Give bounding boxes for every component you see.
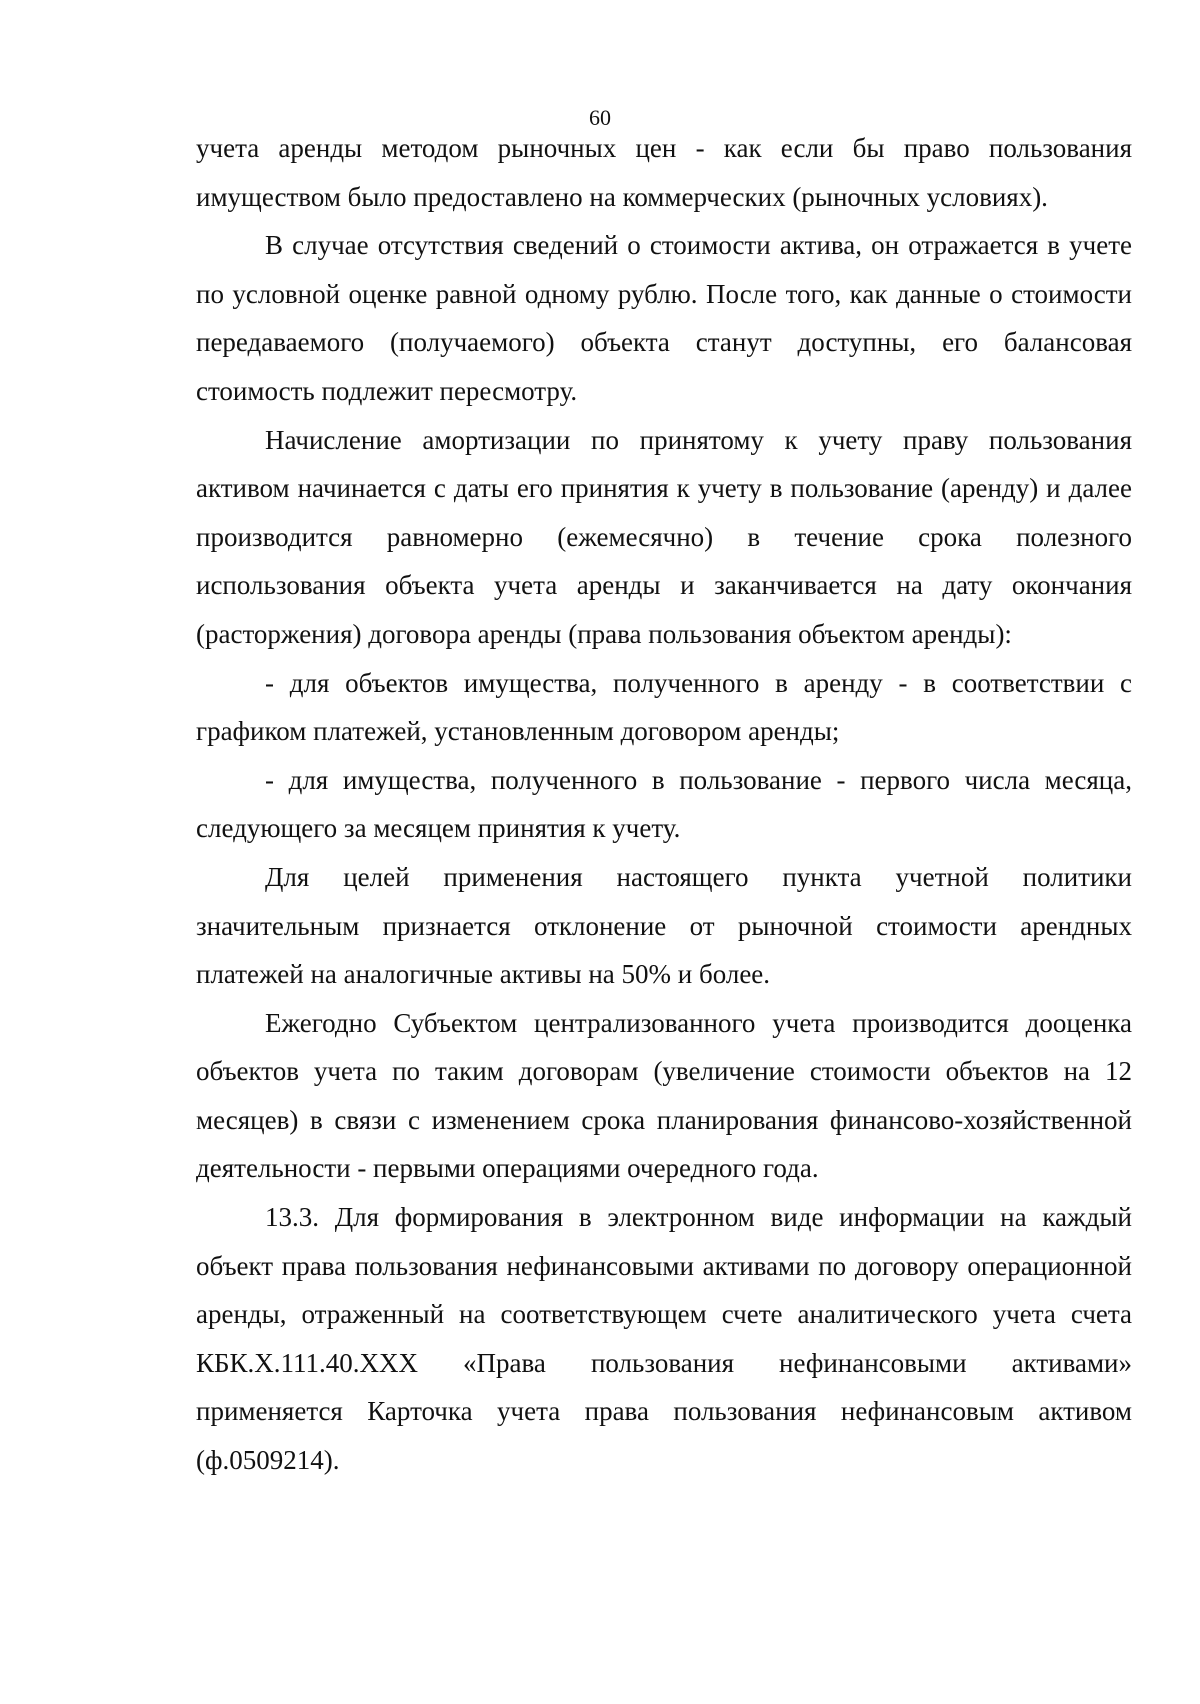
- paragraph-annual-revaluation: Ежегодно Субъектом централизованного учета производится дооценка объектов учета по таким договорам (увеличение стоимости объектов на 12 месяцев) в связи с изменением срока планирования финансово-хозяйственной деятельности - первыми операциями очередного года.: [196, 1007, 1132, 1184]
- paragraph-rent-valuation-continued: учета аренды методом рыночных цен - как если бы право пользования имуществом было предоставлено на коммерческих (рыночных условиях).: [196, 133, 1132, 212]
- paragraph-asset-conditional-value: В случае отсутствия сведений о стоимости актива, он отражается в учете по условной оценке равной одному рублю. После того, как данные о стоимости передаваемого (получаемого) объекта станут доступны, его балансовая стоимость подлежит пересмотру.: [196, 230, 1132, 406]
- page-body: [196, 124, 1132, 1485]
- list-item-leased-property: - для объектов имущества, полученного в аренду - в соответствии с графиком платежей, установленным договором аренды;: [196, 667, 1132, 747]
- paragraph-significant-deviation: Для целей применения настоящего пункта учетной политики значительным признается отклонение от рыночной стоимости арендных платежей на аналогичные активы на 50% и более.: [196, 861, 1132, 990]
- paragraph-section-13-3: 13.3. Для формирования в электронном виде информации на каждый объект права пользования нефинансовыми активами по договору операционной аренды, отраженный на соответствующем счете аналитического учета счета КБК.Х.111.40.ХХХ «Права пользования нефинансовыми активами» применяется Карточка учета права пользования нефинансовым активом (ф.0509214).: [196, 1202, 1132, 1476]
- page-number: 60: [589, 105, 611, 130]
- paragraph-depreciation-start: Начисление амортизации по принятому к учету праву пользования активом начинается с даты его принятия к учету в пользование (аренду) и далее производится равномерно (ежемесячно) в течение срока полезного использования объекта учета аренды и заканчивается на дату окончания (расторжения) договора аренды (права пользования объектом аренды):: [196, 424, 1132, 649]
- list-item-property-in-use: - для имущества, полученного в пользование - первого числа месяца, следующего за месяцем принятия к учету.: [196, 764, 1132, 844]
